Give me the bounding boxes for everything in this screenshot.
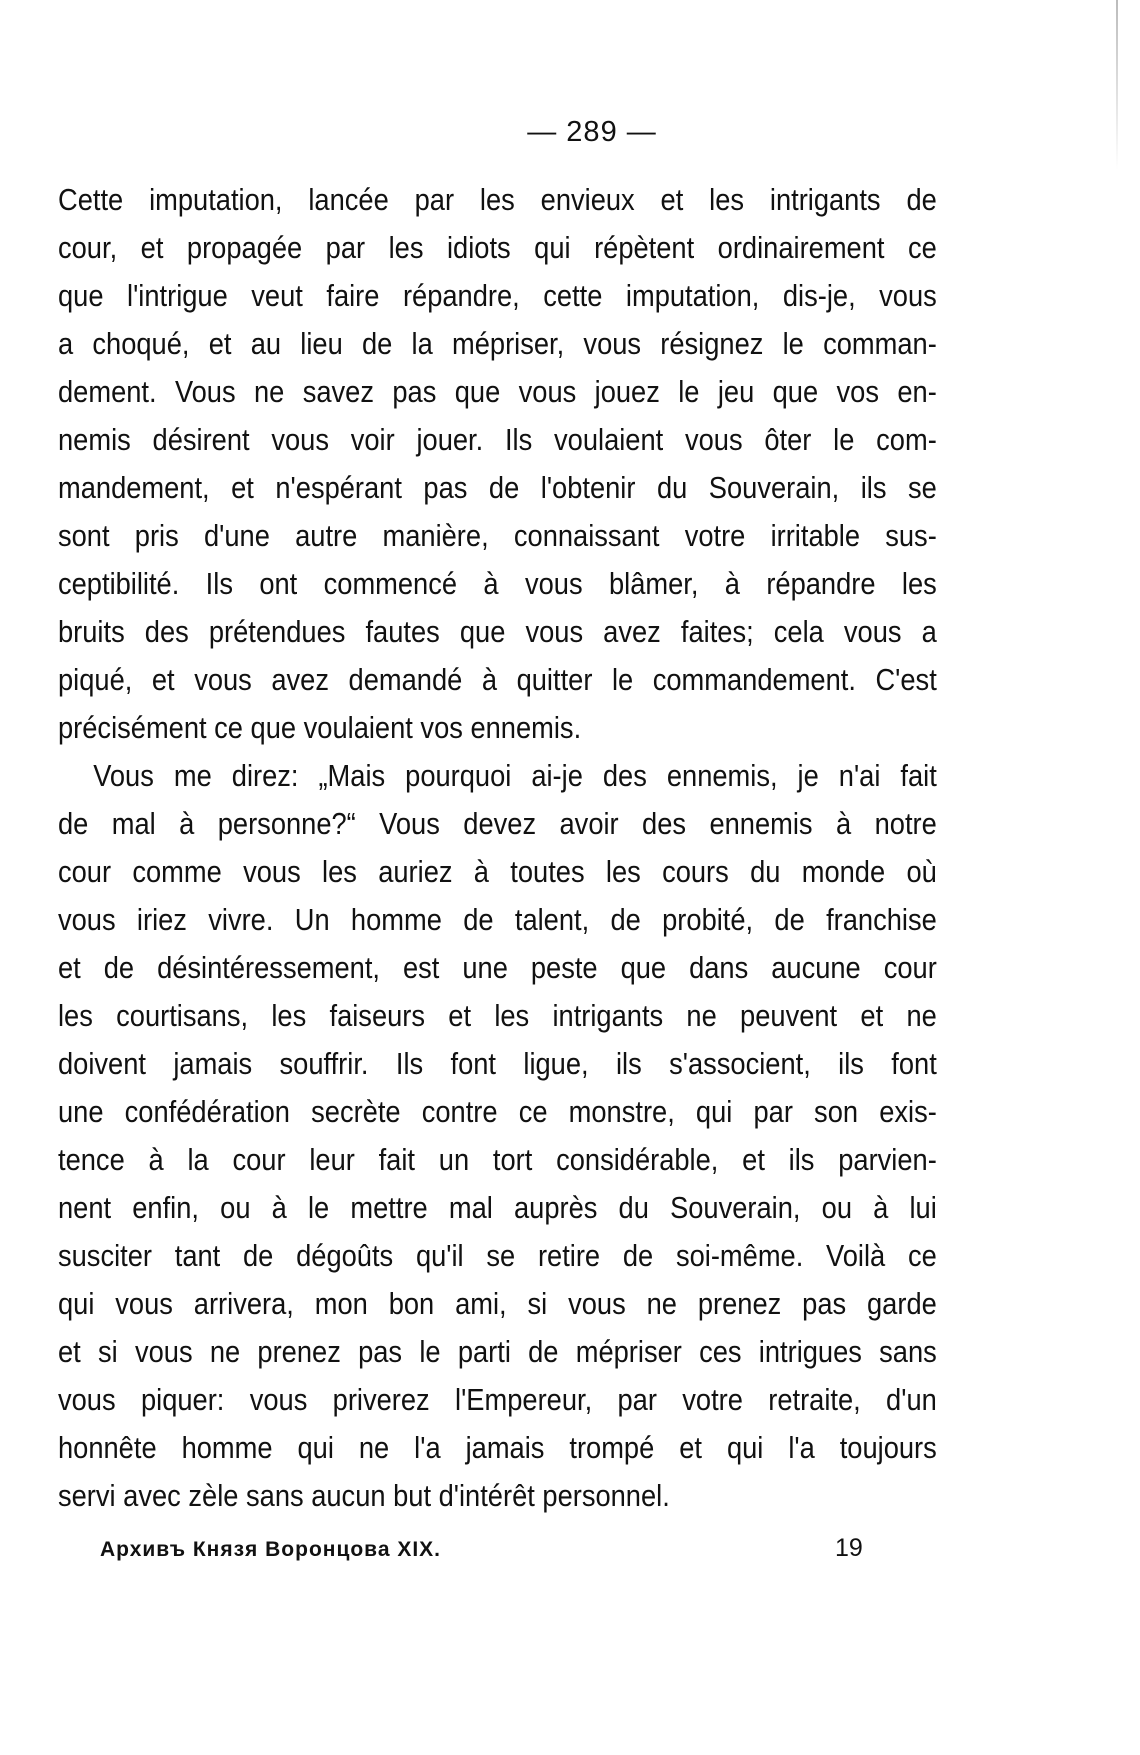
text-line: qui vous arrivera, mon bon ami, si vous ne prenez pas garde bbox=[58, 1286, 937, 1321]
text-line: et si vous ne prenez pas le parti de mépriser ces intrigues sans bbox=[58, 1334, 937, 1369]
text-line: vous iriez vivre. Un homme de talent, de probité, de franchise bbox=[58, 902, 937, 937]
text-line: a choqué, et au lieu de la mépriser, vous résignez le comman- bbox=[58, 326, 937, 361]
text-line: les courtisans, les faiseurs et les intrigants ne peuvent et ne bbox=[58, 998, 937, 1033]
text-line: et de désintéressement, est une peste que dans aucune cour bbox=[58, 950, 937, 985]
text-line: sont pris d'une autre manière, connaissant votre irritable sus- bbox=[58, 518, 937, 553]
page-number: — 289 — bbox=[527, 116, 657, 148]
text-line: piqué, et vous avez demandé à quitter le commandement. C'est bbox=[58, 662, 937, 697]
sheet-number: 19 bbox=[835, 1534, 863, 1562]
text-line: honnête homme qui ne l'a jamais trompé et qui l'a toujours bbox=[58, 1430, 937, 1465]
text-line: tence à la cour leur fait un tort considérable, et ils parvien- bbox=[58, 1142, 937, 1177]
text-line: nemis désirent vous voir jouer. Ils voulaient vous ôter le com- bbox=[58, 422, 937, 457]
text-line: doivent jamais souffrir. Ils font ligue, ils s'associent, ils font bbox=[58, 1046, 937, 1081]
text-line: susciter tant de dégoûts qu'il se retire de soi-même. Voilà ce bbox=[58, 1238, 937, 1273]
text-line: Cette imputation, lancée par les envieux et les intrigants de bbox=[58, 182, 937, 217]
text-line: que l'intrigue veut faire répandre, cette imputation, dis-je, vous bbox=[58, 278, 937, 313]
text-line: vous piquer: vous priverez l'Empereur, par votre retraite, d'un bbox=[58, 1382, 937, 1417]
body-text bbox=[58, 176, 937, 1520]
text-line: mandement, et n'espérant pas de l'obtenir du Souverain, ils se bbox=[58, 470, 937, 505]
text-line: nent enfin, ou à le mettre mal auprès du Souverain, ou à lui bbox=[58, 1190, 937, 1225]
text-line: servi avec zèle sans aucun but d'intérêt personnel. bbox=[58, 1478, 670, 1513]
text-line: de mal à personne?“ Vous devez avoir des ennemis à notre bbox=[58, 806, 937, 841]
text-line: ceptibilité. Ils ont commencé à vous blâmer, à répandre les bbox=[58, 566, 937, 601]
text-line: cour comme vous les auriez à toutes les cours du monde où bbox=[58, 854, 937, 889]
text-line: cour, et propagée par les idiots qui répètent ordinairement ce bbox=[58, 230, 937, 265]
text-line: dement. Vous ne savez pas que vous jouez le jeu que vos en- bbox=[58, 374, 937, 409]
text-line: une confédération secrète contre ce monstre, qui par son exis- bbox=[58, 1094, 937, 1129]
text-line: Vous me direz: „Mais pourquoi ai-je des ennemis, je n'ai fait bbox=[93, 758, 937, 793]
footer-signature: Архивъ Князя Воронцова XIX. bbox=[100, 1538, 442, 1561]
text-line: bruits des prétendues fautes que vous avez faites; cela vous a bbox=[58, 614, 937, 649]
text-line: précisément ce que voulaient vos ennemis. bbox=[58, 710, 582, 745]
